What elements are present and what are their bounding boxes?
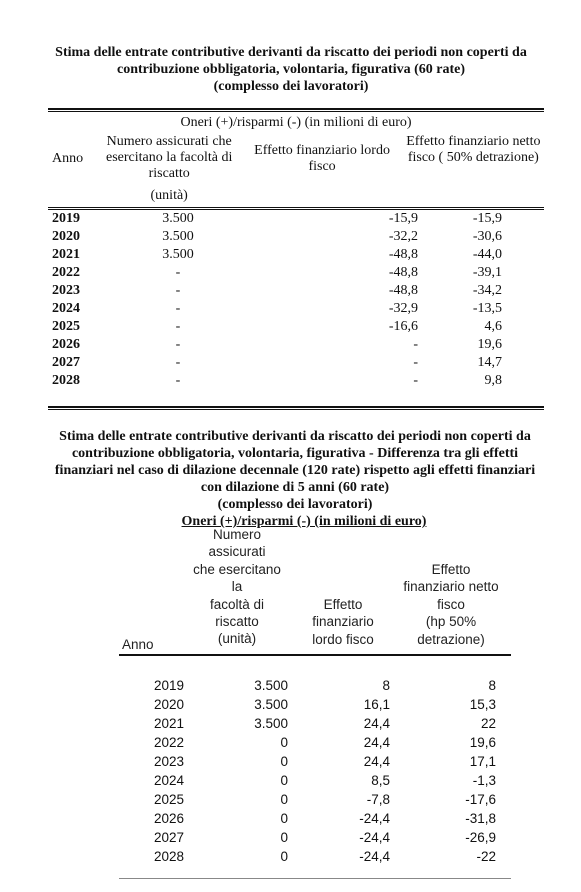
table2-title-line: finanziari nel caso di dilazione decennale (120 rate) rispetto agli effetti finanziari <box>54 463 536 478</box>
table-row <box>0 752 581 771</box>
table2-numero: 0 <box>280 811 288 826</box>
table1-numero: - <box>175 283 181 298</box>
table1-col-anno: Anno <box>52 151 84 166</box>
table-row <box>48 300 544 318</box>
table2-netto: 17,1 <box>469 754 496 769</box>
table2-anno: 2023 <box>154 754 185 769</box>
table1-netto: 9,8 <box>484 373 502 388</box>
table2-netto: 19,6 <box>469 735 496 750</box>
table2-numero: 3.500 <box>254 716 288 731</box>
table2-col-lordo-line: lordo fisco <box>312 631 374 647</box>
table2-netto: -26,9 <box>465 830 496 845</box>
table1-numero: 3.500 <box>162 229 194 244</box>
table1-col-numero-text: Numero assicurati che esercitano la facoltà di riscatto <box>106 134 233 181</box>
table2-col-numero-line: Numero <box>212 527 261 542</box>
table2-numero: 3.500 <box>254 697 288 712</box>
table2-anno: 2021 <box>154 716 185 731</box>
table2-numero: 3.500 <box>254 678 288 693</box>
table1-numero: - <box>175 337 181 352</box>
table1-netto: -39,1 <box>472 265 502 280</box>
table2-col-netto-line: Effetto <box>431 562 471 577</box>
table1-anno: 2026 <box>52 337 80 352</box>
table1-oneri-header: Oneri (+)/risparmi (-) (in milioni di euro) <box>180 115 412 130</box>
table1-header-rule <box>48 207 544 208</box>
table1-numero: - <box>175 373 181 388</box>
table-row <box>48 354 544 372</box>
table2-col-numero-line: (unità) <box>217 631 257 647</box>
table1-netto: -30,6 <box>472 229 502 244</box>
table1-numero: 3.500 <box>162 211 194 226</box>
table2-col-netto-line: finanziario netto <box>403 579 499 595</box>
table2-lordo: 8,5 <box>371 773 390 788</box>
table2-netto: 15,3 <box>469 697 496 712</box>
table-row <box>0 771 581 790</box>
table2-lordo: 24,4 <box>363 754 390 769</box>
table2-numero: 0 <box>280 830 288 845</box>
table1-anno: 2019 <box>52 211 80 226</box>
table-row <box>48 264 544 282</box>
table2-anno: 2020 <box>154 697 185 712</box>
table-row <box>48 282 544 300</box>
table1-lordo: -48,8 <box>388 265 418 280</box>
table-row <box>0 790 581 809</box>
table1-anno: 2027 <box>52 355 80 370</box>
table2-col-netto-line: detrazione) <box>417 631 485 647</box>
table1-numero: - <box>175 301 181 316</box>
table2-col-numero-line: la <box>231 579 243 595</box>
table2-title-line: contribuzione obbligatoria, volontaria, figurativa - Differenza tra gli effetti <box>71 446 519 461</box>
table2-col-netto-line: fisco <box>437 596 465 612</box>
table1-lordo: -48,8 <box>388 283 418 298</box>
table2-lordo: 24,4 <box>363 735 390 750</box>
table-row <box>48 318 544 336</box>
table2-lordo: 8 <box>382 678 390 693</box>
table2-anno: 2027 <box>154 830 185 845</box>
table2-lordo: -24,4 <box>359 849 390 864</box>
table2-netto: -1,3 <box>472 773 496 788</box>
table2-netto: -31,8 <box>465 811 496 826</box>
table1-top-rule-thin <box>48 111 544 112</box>
table1-lordo: - <box>413 337 418 352</box>
table2-col-netto-line: (hp 50% <box>425 614 477 630</box>
table-row <box>48 372 544 390</box>
table1-anno: 2020 <box>52 229 80 244</box>
table1-numero: - <box>175 355 181 370</box>
table-row <box>0 676 581 695</box>
table1-header <box>48 133 544 205</box>
table1-anno: 2021 <box>52 247 80 262</box>
table2-anno: 2028 <box>154 849 185 864</box>
table2-lordo: -24,4 <box>359 830 390 845</box>
table1-title-line: contribuzione obbligatoria, volontaria, figurativa (60 rate) <box>116 62 466 77</box>
table1-netto: -44,0 <box>472 247 502 262</box>
table2-col-lordo-line: finanziario <box>312 614 374 630</box>
table2-numero: 0 <box>280 773 288 788</box>
table1-lordo: -32,2 <box>388 229 418 244</box>
table2-header-rule <box>119 654 511 656</box>
table2-lordo: -24,4 <box>359 811 390 826</box>
table2-anno: 2022 <box>154 735 185 750</box>
table2-lordo: 16,1 <box>363 697 390 712</box>
table2-col-netto <box>392 561 510 648</box>
table-row <box>0 809 581 828</box>
table2-bottom-rule <box>119 878 511 879</box>
table2-anno: 2024 <box>154 773 185 788</box>
table2-col-numero-line: facoltà di <box>209 596 265 612</box>
table1-netto: 4,6 <box>484 319 502 334</box>
table-row <box>0 847 581 866</box>
table2-numero: 0 <box>280 792 288 807</box>
table1-numero: - <box>175 319 181 334</box>
table2-numero: 0 <box>280 849 288 864</box>
table1-lordo: -48,8 <box>388 247 418 262</box>
table2-col-numero-line: riscatto <box>215 614 259 630</box>
table1-numero: 3.500 <box>162 247 194 262</box>
table1-anno: 2023 <box>52 283 80 298</box>
table2-anno: 2019 <box>154 678 185 693</box>
table1-lordo: -32,9 <box>388 301 418 316</box>
table2-netto: -17,6 <box>465 792 496 807</box>
table-row <box>0 695 581 714</box>
table1-title <box>30 44 552 95</box>
table2-numero: 0 <box>280 735 288 750</box>
table1-title-line: (complesso dei lavoratori) <box>213 79 369 94</box>
table1-anno: 2025 <box>52 319 80 334</box>
table-row <box>48 246 544 264</box>
table2-netto: 8 <box>488 678 496 693</box>
table1-lordo: - <box>413 355 418 370</box>
table2-col-numero-line: assicurati <box>208 544 266 560</box>
table1-anno: 2024 <box>52 301 80 316</box>
table2-anno: 2025 <box>154 792 185 807</box>
table2-col-lordo-line: Effetto <box>323 597 363 612</box>
table1-netto: -34,2 <box>472 283 502 298</box>
table-row <box>0 714 581 733</box>
table2-title-line: (complesso dei lavoratori) <box>217 497 373 512</box>
table1-lordo: -16,6 <box>388 319 418 334</box>
table2-anno: 2026 <box>154 811 185 826</box>
table1-col-numero <box>99 133 240 205</box>
table2-title-line: Stima delle entrate contributive derivanti da riscatto dei periodi non coperti da <box>59 429 531 444</box>
table1-bottom-rule-thin <box>48 409 544 410</box>
table2-col-anno: Anno <box>122 637 154 652</box>
table1-top-rule <box>48 108 544 110</box>
table1-body <box>48 210 544 390</box>
table-row <box>48 228 544 246</box>
table1-netto: -13,5 <box>472 301 502 316</box>
table-row <box>48 210 544 228</box>
table1-netto: 19,6 <box>477 337 502 352</box>
table2-numero: 0 <box>280 754 288 769</box>
table2-oneri-header: Oneri (+)/risparmi (-) (in milioni di euro) <box>181 514 427 529</box>
table1-col-lordo: Effetto finanziario lordo fisco <box>254 143 390 174</box>
table1-col-unita: (unità) <box>150 188 188 203</box>
table2-netto: -22 <box>476 849 496 864</box>
table1-rows <box>48 210 544 390</box>
table2-col-numero <box>178 526 296 648</box>
table1 <box>48 113 544 205</box>
table2-netto: 22 <box>480 716 496 731</box>
table1-anno: 2028 <box>52 373 80 388</box>
table-row <box>0 828 581 847</box>
table1-lordo: - <box>413 373 418 388</box>
table1-bottom-rule <box>48 406 544 408</box>
table2-title <box>40 428 550 530</box>
table2-col-numero-line: che esercitano <box>193 561 281 577</box>
table2-title-line: con dilazione di 5 anni (60 rate) <box>200 480 390 495</box>
table2-lordo: 24,4 <box>363 716 390 731</box>
table2-col-lordo <box>296 596 390 648</box>
table1-netto: -15,9 <box>472 211 502 226</box>
table1-numero: - <box>175 265 181 280</box>
table1-title-line: Stima delle entrate contributive derivanti da riscatto dei periodi non coperti da <box>55 45 527 60</box>
table1-anno: 2022 <box>52 265 80 280</box>
table1-lordo: -15,9 <box>388 211 418 226</box>
table1-col-netto: Effetto finanziario netto fisco ( 50% detrazione) <box>406 134 541 165</box>
table-row <box>0 733 581 752</box>
table1-netto: 14,7 <box>477 355 502 370</box>
table2-lordo: -7,8 <box>366 792 390 807</box>
table-row <box>48 336 544 354</box>
